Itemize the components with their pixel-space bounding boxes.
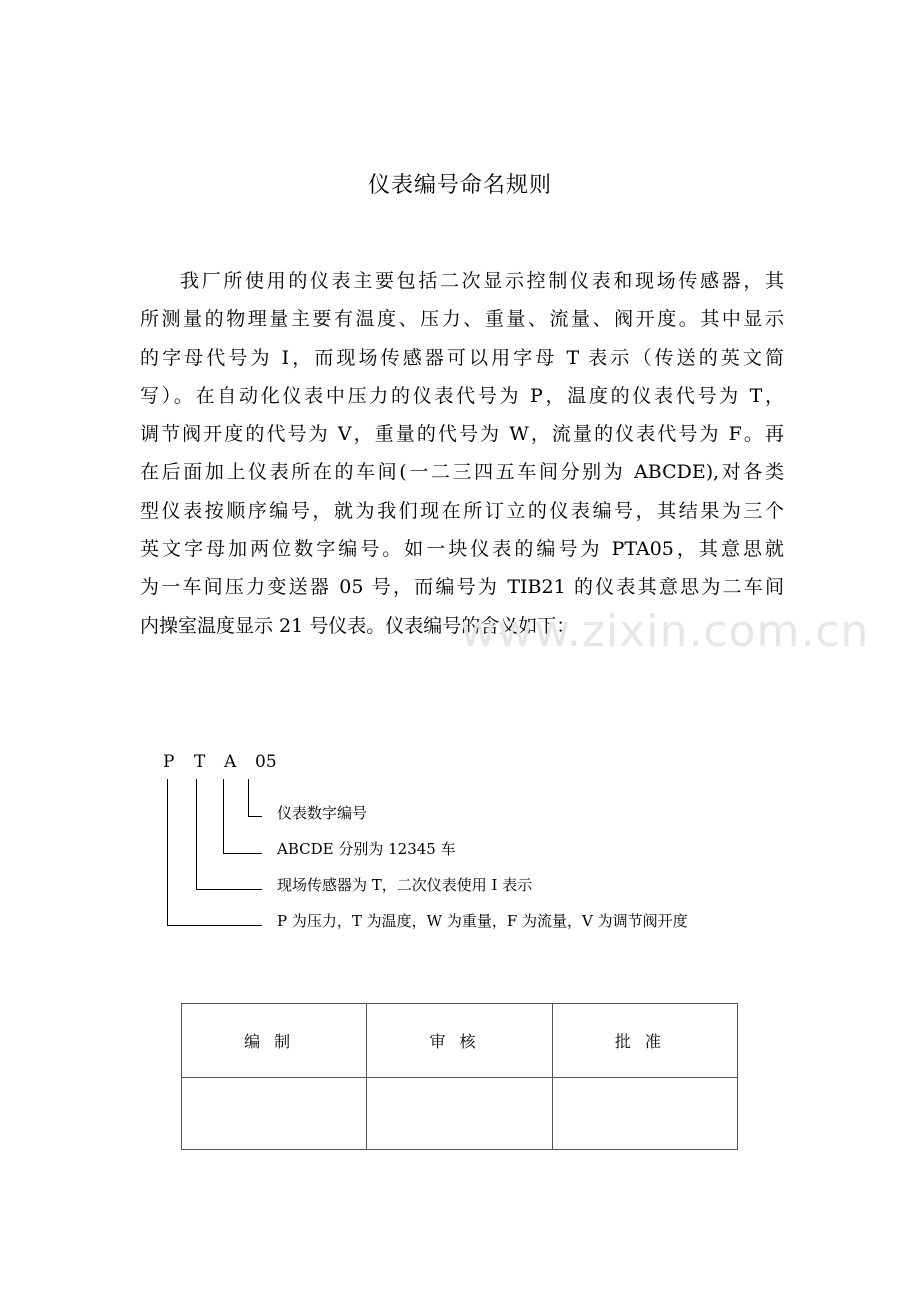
signature-cell-approve [552, 1078, 737, 1150]
body-paragraph [140, 262, 784, 645]
signature-cell-review [367, 1078, 552, 1150]
paragraph-line: 内操室温度显示 21 号仪表。仪表编号的含义如下： [140, 614, 576, 637]
bracket-line-number-h [248, 816, 262, 817]
watermark: www.zixin.com.cn [460, 606, 870, 657]
table-header-row [182, 1004, 738, 1078]
legend-workshop: ABCDE 分别为 12345 车 [277, 840, 456, 858]
code-part-t: T [194, 752, 206, 772]
paragraph-line: 调节阀开度的代号为 V，重量的代号为 W，流量的仪表代号为 F。再 [140, 423, 784, 446]
bracket-line-t-h [196, 889, 262, 890]
paragraph-line: 型仪表按顺序编号，就为我们现在所订立的仪表编号，其结果为三个 [140, 499, 784, 522]
paragraph-line: 的字母代号为 I，而现场传感器可以用字母 T 表示（传送的英文简 [140, 346, 784, 369]
code-part-a: A [224, 752, 237, 772]
bracket-line-p-h [167, 925, 262, 926]
legend-number: 仪表数字编号 [277, 804, 368, 822]
bracket-line-a-h [223, 853, 262, 854]
header-review: 审核 [367, 1004, 552, 1078]
code-part-number: 05 [255, 752, 277, 772]
table-signature-row [182, 1078, 738, 1150]
bracket-line-number [248, 779, 249, 816]
paragraph-line: 在后面加上仪表所在的车间(一二三四五车间分别为 ABCDE),对各类 [140, 461, 784, 484]
bracket-line-p [167, 779, 168, 925]
paragraph-line: 为一车间压力变送器 05 号，而编号为 TIB21 的仪表其意思为二车间 [140, 576, 784, 599]
bracket-line-a [223, 779, 224, 853]
header-compile: 编制 [182, 1004, 367, 1078]
signature-cell-compile [182, 1078, 367, 1150]
paragraph-line: 我厂所使用的仪表主要包括二次显示控制仪表和现场传感器，其 [180, 270, 784, 292]
document-title: 仪表编号命名规则 [367, 173, 552, 198]
bracket-line-t [196, 779, 197, 889]
paragraph-line: 英文字母加两位数字编号。如一块仪表的编号为 PTA05，其意思就 [140, 538, 784, 561]
paragraph-line: 写）。在自动化仪表中压力的仪表代号为 P，温度的仪表代号为 T， [140, 384, 784, 407]
approval-table [181, 1003, 738, 1150]
header-approve: 批准 [552, 1004, 737, 1078]
paragraph-line: 所测量的物理量主要有温度、压力、重量、流量、阀开度。其中显示 [140, 308, 784, 331]
legend-type: 现场传感器为 T，二次仪表使用 I 表示 [277, 876, 533, 894]
code-part-p: P [163, 752, 175, 772]
legend-quantity: P 为压力，T 为温度，W 为重量，F 为流量，V 为调节阀开度 [277, 912, 688, 930]
